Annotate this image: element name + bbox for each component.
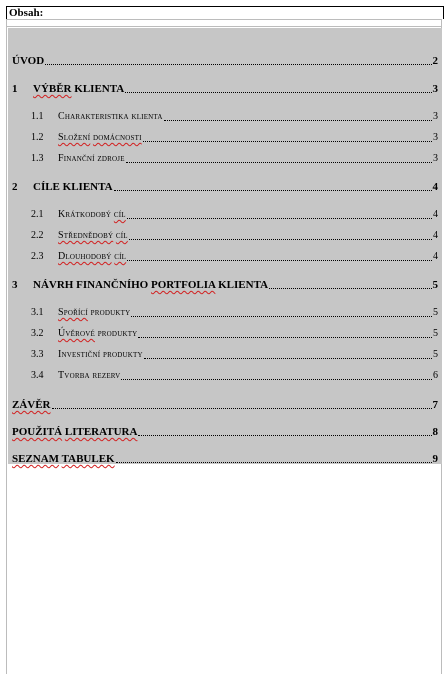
toc-dot-leader	[138, 336, 432, 338]
toc-entry[interactable]	[31, 108, 438, 124]
toc-entry[interactable]	[31, 248, 438, 264]
toc-dot-leader	[121, 378, 432, 380]
toc-dot-leader	[127, 259, 432, 261]
toc-entry-title	[58, 229, 128, 243]
toc-entry-title	[58, 131, 142, 145]
toc-entry-page-number: 4	[433, 251, 438, 262]
toc-entry-page-number: 5	[433, 307, 438, 318]
toc-entry-page-number: 9	[432, 453, 438, 465]
toc-entry[interactable]	[12, 178, 438, 194]
toc-entry[interactable]	[31, 367, 438, 383]
toc-entry-page-number: 7	[432, 399, 438, 411]
toc-entry[interactable]	[31, 150, 438, 166]
toc-entry-number: 2	[12, 181, 18, 193]
toc-entry-title: ÚVOD	[12, 55, 45, 67]
toc-entry-title: Tvorba rezerv	[58, 370, 121, 381]
toc-entry[interactable]	[31, 304, 438, 320]
toc-entry-title: CÍLE KLIENTA	[33, 181, 113, 193]
toc-entry-page-number: 2	[432, 55, 438, 67]
toc-dot-leader	[52, 407, 432, 409]
spellcheck-underline: VÝBĚR	[33, 83, 72, 95]
toc-dot-leader	[143, 140, 432, 142]
toc-entry-number: 2.3	[31, 251, 44, 262]
toc-entry-title: Úvěrové produkty	[58, 328, 138, 339]
toc-dot-leader	[126, 161, 432, 163]
spellcheck-underline: PORTFOLIA	[150, 279, 216, 291]
toc-entry-number: 3.1	[31, 307, 44, 318]
spellcheck-underline: domácnosti	[92, 132, 142, 143]
toc-dot-leader	[164, 119, 432, 121]
toc-entry-page-number: 5	[433, 349, 438, 360]
toc-dot-leader	[116, 461, 432, 463]
toc-entry-title	[12, 425, 137, 439]
toc-entry-title: VÝBĚR KLIENTA	[33, 83, 125, 95]
toc-entry-title: Finanční zdroje	[58, 153, 125, 164]
toc-entry[interactable]	[12, 396, 438, 412]
toc-entry[interactable]	[31, 325, 438, 341]
toc-entry[interactable]	[31, 206, 438, 222]
toc-entry-page-number: 3	[432, 83, 438, 95]
toc-entry-page-number: 4	[433, 209, 438, 220]
toc-entry[interactable]	[12, 423, 438, 439]
toc-entry-page-number: 6	[433, 370, 438, 381]
toc-entry-title	[58, 250, 126, 264]
toc-dot-leader	[127, 217, 432, 219]
spellcheck-underline: TABULEK	[61, 453, 115, 465]
toc-entry[interactable]	[12, 276, 438, 292]
toc-entry-number: 1.2	[31, 132, 44, 143]
heading-underline	[6, 19, 442, 20]
toc-entry[interactable]	[12, 52, 438, 68]
spellcheck-underline: LITERATURA	[64, 426, 138, 438]
spellcheck-underline: Složení	[58, 132, 91, 143]
toc-entry-page-number: 3	[433, 132, 438, 143]
toc-entry-title: Spořící produkty	[58, 307, 131, 318]
toc-dot-leader	[125, 91, 431, 93]
toc-dot-leader	[144, 357, 432, 359]
toc-entry[interactable]	[12, 80, 438, 96]
toc-dot-leader	[269, 287, 431, 289]
toc-entry-number: 2.1	[31, 209, 44, 220]
toc-entry[interactable]	[31, 227, 438, 243]
spellcheck-underline: SEZNAM	[12, 453, 60, 465]
toc-entry-page-number: 3	[433, 153, 438, 164]
toc-entry-page-number: 3	[433, 111, 438, 122]
toc-entry-page-number: 5	[432, 279, 438, 291]
spellcheck-underline: Střednědobý	[58, 230, 114, 241]
toc-heading: Obsah:	[6, 6, 444, 19]
toc-entry-page-number: 8	[432, 426, 438, 438]
spellcheck-underline: cíl	[115, 230, 128, 241]
toc-entry-number: 2.2	[31, 230, 44, 241]
toc-entry-page-number: 5	[433, 328, 438, 339]
toc-dot-leader	[45, 63, 431, 65]
toc-entry-page-number: 4	[432, 181, 438, 193]
toc-entry-number: 1	[12, 83, 18, 95]
toc-entry-number: 3	[12, 279, 18, 291]
spellcheck-underline: Spořící	[58, 307, 88, 318]
toc-entry[interactable]	[31, 129, 438, 145]
toc-entry-title: Krátkodobý cíl	[58, 209, 126, 220]
toc-entry-title	[12, 452, 115, 466]
page-left-border	[6, 20, 7, 674]
spellcheck-underline: Úvěrové	[58, 328, 96, 339]
toc-entry[interactable]	[12, 450, 438, 466]
spellcheck-underline: cíl	[113, 209, 126, 220]
spellcheck-underline: ZÁVĚR	[12, 399, 51, 411]
toc-entry-title: Charakteristika klienta	[58, 111, 163, 122]
toc-entry-title: NÁVRH FINANČNÍHO PORTFOLIA KLIENTA	[33, 279, 269, 291]
toc-entry-page-number: 4	[433, 230, 438, 241]
toc-entry-number: 1.3	[31, 153, 44, 164]
toc-dot-leader	[129, 238, 432, 240]
toc-dot-leader	[131, 315, 432, 317]
spellcheck-underline: POUŽITÁ	[12, 426, 63, 438]
toc-entry-number: 1.1	[31, 111, 44, 122]
toc-entry-number: 3.4	[31, 370, 44, 381]
toc-entry-title: Investiční produkty	[58, 349, 143, 360]
toc-entry-number: 3.3	[31, 349, 44, 360]
toc-entry-title	[12, 398, 51, 412]
toc-dot-leader	[138, 434, 431, 436]
toc-dot-leader	[114, 189, 432, 191]
spellcheck-underline: cíl	[114, 251, 127, 262]
spellcheck-underline: Dlouhodobý	[58, 251, 112, 262]
table-border-top	[6, 26, 442, 27]
toc-entry-number: 3.2	[31, 328, 44, 339]
toc-entry[interactable]	[31, 346, 438, 362]
